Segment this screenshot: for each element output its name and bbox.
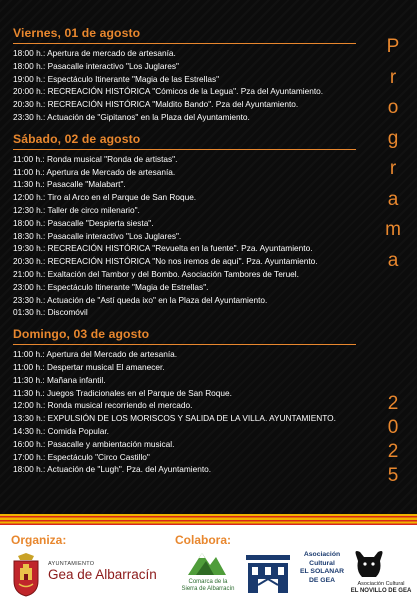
title-letter: a [387,249,399,271]
event-item: 21:00 h.: Exaltación del Tambor y del Bombo. Asociación Tambores de Teruel. [13,268,299,279]
event-item: 18:00 h.: Apertura de mercado de artesanía. [13,48,176,58]
title-letter: r [389,66,397,88]
title-letter: g [387,127,399,149]
year-digit: 5 [387,465,399,486]
event-item: 11:00 h.: Ronda musical "Ronda de artistas". [13,153,178,164]
title-letter: o [387,97,399,118]
comarca-line1: Comarca de la [188,579,228,585]
novillo-caption-1: Asociación Cultural [357,581,405,587]
title-letter: P [386,36,400,57]
event-item: 11:30 h.: Pasacalle "Malabart". [13,179,126,190]
aragon-flag-stripes [0,514,417,525]
mountain-logo-icon [186,547,228,577]
event-item: 11:30 h.: Mañana infantil. [13,374,106,385]
event-item: 18:00 h.: Pasacalle interactivo "Los Juglares" [13,60,179,71]
ayuntamiento-name: Gea de Albarracín [48,567,157,582]
day-heading-sunday: Domingo, 03 de agosto [13,327,150,342]
day-divider [13,149,356,150]
event-item: 01:30 h.: Discomóvil [13,307,88,318]
title-letter: m [385,219,401,240]
sponsors-footer [0,525,417,600]
solanar-caption [294,551,350,585]
event-item: 20:00 h.: RECREACIÓN HISTÓRICA "Cómicos de la Legua". Pza del Ayuntamiento. [13,86,324,97]
title-letter: r [389,158,397,179]
fortress-logo-icon [244,551,292,597]
event-item: 12:30 h.: Taller de circo milenario". [13,204,140,215]
title-letter: a [387,188,399,210]
comarca-caption [178,579,238,593]
event-item: 11:30 h.: Juegos Tradicionales en el Parque de San Roque. [13,387,232,398]
novillo-caption-2: EL NOVILLO DE GEA [350,588,412,594]
comarca-line2: Sierra de Albarracín [181,586,235,592]
day-divider [13,43,356,44]
event-item: 13:30 h.: EXPULSIÓN DE LOS MORISCOS Y SALIDA DE LA VILLA. AYUNTAMIENTO. [13,413,336,424]
solanar-line1: Asociación [303,551,341,558]
event-item: 23:00 h.: Espectáculo Itinerante "Magia de Estrellas". [13,281,209,292]
event-item: 23:30 h.: Actuación de "Astí queda ixo" en la Plaza del Ayuntamiento. [13,294,268,305]
bull-logo-icon [352,549,386,581]
organiza-label: Organiza: [11,533,67,547]
event-item: 20:30 h.: RECREACIÓN HISTÓRICA "Maldito Bando". Pza del Ayuntamiento. [13,99,299,110]
event-item: 11:00 h.: Apertura de Mercado de artesanía. [13,166,176,177]
event-item: 23:30 h.: Actuación de "Gipitanos" en la Plaza del Ayuntamiento. [13,111,250,122]
event-item: 18:00 h.: Pasacalle "Despierta siesta". [13,217,154,228]
event-item: 20:30 h.: RECREACIÓN HISTÓRICA "No nos iremos de aquí". Pza. Ayuntamiento. [13,256,318,267]
solanar-line4: DE GEA [308,576,336,584]
day-divider [13,344,356,345]
year-digit: 2 [387,393,399,414]
event-item: 12:00 h.: Tiro al Arco en el Parque de San Roque. [13,192,197,203]
event-item: 11:00 h.: Apertura del Mercado de artesanía. [13,349,178,360]
event-item: 12:00 h.: Ronda musical recorriendo el mercado. [13,400,193,411]
ayuntamiento-caption: AYUNTAMIENTO [48,561,95,567]
solanar-line2: Cultural [309,559,335,567]
event-item: 17:00 h.: Espectáculo "Circo Castillo" [13,451,150,462]
event-item: 19:00 h.: Espectáculo Itinerante "Magia de las Estrellas" [13,73,220,84]
colabora-label: Colabora: [175,533,232,547]
solanar-line3: EL SOLANAR [299,568,345,575]
event-item: 16:00 h.: Pasacalle y ambientación musical. [13,438,175,449]
vertical-title-programa [380,32,406,276]
year-digit: 2 [387,441,399,462]
year-digit: 0 [387,417,399,438]
event-item: 18:00 h.: Actuación de "Lugh". Pza. del Ayuntamiento. [13,464,212,475]
event-item: 19:30 h.: RECREACIÓN HISTÓRICA "Revuelta en la fuente". Pza. Ayuntamiento. [13,243,313,254]
event-item: 14:30 h.: Comida Popular. [13,425,109,436]
event-item: 18:30 h.: Pasacalle interactivo "Los Juglares". [13,230,182,241]
day-heading-saturday: Sábado, 02 de agosto [13,131,141,146]
town-shield-icon [11,553,41,597]
event-item: 11:00 h.: Despertar musical El amanecer. [13,361,165,372]
program-schedule [13,24,361,476]
vertical-year [380,392,406,488]
day-heading-friday: Viernes, 01 de agosto [13,26,141,40]
